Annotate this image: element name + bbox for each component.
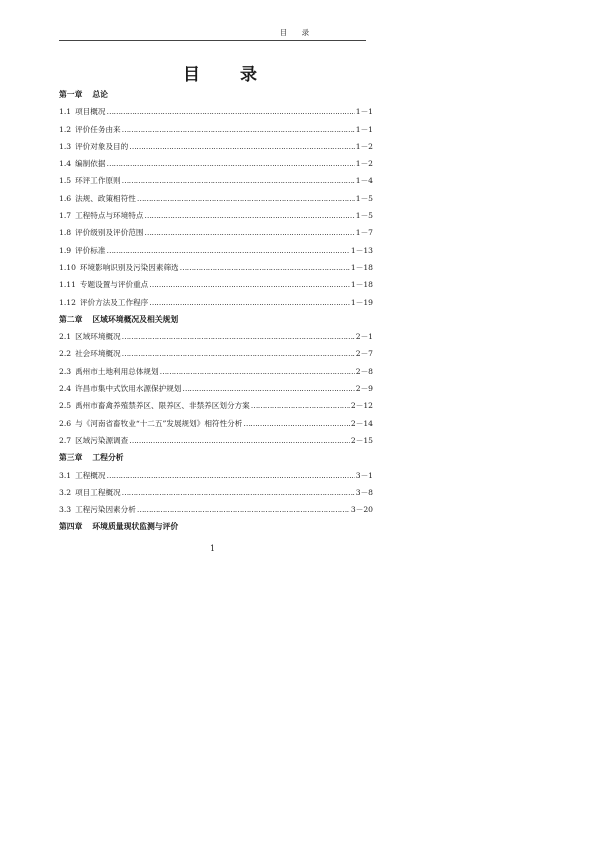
entry-number: 3.2 (59, 487, 72, 497)
entry-page: 1－18 (350, 280, 373, 290)
entry-title: 项目工程概况 (75, 487, 121, 497)
dot-leader (122, 345, 355, 362)
entry-page: 1－2 (355, 159, 373, 169)
dot-leader (160, 363, 355, 380)
dot-leader (106, 155, 354, 172)
entry-title: 工程特点与环境特点 (75, 211, 144, 221)
chapter-number: 第一章 (59, 90, 83, 99)
entry-title: 环境影响识别及污染因素筛选 (79, 262, 179, 272)
chapter-title: 区域环境概况及相关规划 (92, 314, 179, 324)
entry-title: 评价方法及工作程序 (79, 297, 149, 307)
chapter-title: 总论 (92, 90, 108, 99)
entry-page: 1－7 (355, 228, 373, 238)
entry-page: 1－5 (355, 211, 373, 221)
title-char-2: 录 (240, 65, 257, 85)
chapter-title: 工程分析 (92, 453, 124, 463)
entry-page: 2－7 (355, 349, 373, 359)
toc-entry (59, 207, 373, 224)
entry-page: 2－9 (355, 384, 373, 394)
entry-number: 1.10 (59, 262, 76, 272)
toc-entry (59, 432, 373, 449)
entry-number: 1.8 (59, 228, 72, 238)
entry-title: 评价任务由来 (75, 124, 121, 134)
entry-page: 1－4 (355, 176, 373, 186)
entry-page: 3－1 (355, 470, 373, 480)
dot-leader (122, 121, 355, 138)
toc-entry (59, 380, 373, 397)
toc-entry (59, 397, 373, 414)
entry-page: 3－8 (355, 487, 373, 497)
entry-title: 环评工作原则 (75, 176, 121, 186)
running-header: 目 录 (279, 28, 316, 37)
entry-page: 3－20 (350, 505, 373, 515)
toc-chapter (59, 86, 373, 103)
entry-number: 2.5 (59, 401, 72, 411)
header-rule (59, 40, 366, 41)
entry-title: 禹州市畜禽养殖禁养区、限养区、非禁养区划分方案 (75, 401, 250, 411)
entry-page: 1－13 (350, 245, 373, 255)
dot-leader (106, 467, 354, 484)
entry-number: 1.2 (59, 124, 72, 134)
toc-entry (59, 294, 373, 311)
page-title (0, 60, 440, 85)
entry-page: 2－14 (350, 418, 373, 428)
toc-entry (59, 103, 373, 120)
chapter-title: 环境质量现状监测与评价 (92, 522, 179, 532)
entry-page: 2－8 (355, 366, 373, 376)
toc-entry (59, 415, 373, 432)
toc-entry (59, 242, 373, 259)
entry-page: 2－15 (350, 435, 373, 445)
dot-leader (149, 276, 350, 293)
toc-chapter (59, 449, 373, 466)
toc-entry (59, 501, 373, 518)
toc-entry (59, 467, 373, 484)
toc-entry (59, 276, 373, 293)
chapter-number: 第二章 (59, 314, 83, 324)
entry-number: 1.12 (59, 297, 76, 307)
entry-title: 许昌市集中式饮用水源保护规划 (75, 384, 182, 394)
dot-leader (122, 328, 355, 345)
entry-number: 1.5 (59, 176, 72, 186)
entry-title: 专题设置与评价重点 (79, 280, 149, 290)
entry-number: 1.9 (59, 245, 72, 255)
dot-leader (144, 207, 354, 224)
entry-page: 1－1 (355, 124, 373, 134)
entry-title: 社会环境概况 (75, 349, 121, 359)
toc-entry (59, 484, 373, 501)
entry-number: 1.6 (59, 193, 72, 203)
table-of-contents (59, 86, 373, 536)
dot-leader (243, 415, 350, 432)
dot-leader (137, 190, 355, 207)
dot-leader (122, 484, 355, 501)
entry-title: 区域环境概况 (75, 332, 121, 342)
toc-entry (59, 328, 373, 345)
entry-title: 法规、政策相符性 (75, 193, 136, 203)
dot-leader (149, 294, 350, 311)
toc-entry (59, 138, 373, 155)
toc-entry (59, 363, 373, 380)
entry-title: 区域污染源调查 (75, 435, 129, 445)
title-char-1: 目 (183, 65, 200, 85)
entry-number: 3.3 (59, 505, 72, 515)
dot-leader (122, 172, 355, 189)
entry-page: 1－19 (350, 297, 373, 307)
entry-page: 1－2 (355, 141, 373, 151)
toc-entry (59, 190, 373, 207)
entry-number: 2.6 (59, 418, 72, 428)
entry-title: 禹州市土地利用总体规划 (75, 366, 159, 376)
entry-page: 2－1 (355, 332, 373, 342)
entry-number: 1.3 (59, 141, 72, 151)
entry-page: 1－5 (355, 193, 373, 203)
entry-title: 评价对象及目的 (75, 141, 129, 151)
dot-leader (251, 397, 350, 414)
dot-leader (129, 138, 355, 155)
toc-entry (59, 259, 373, 276)
chapter-number: 第三章 (59, 453, 83, 463)
chapter-number: 第四章 (59, 522, 83, 532)
entry-title: 工程污染因素分析 (75, 505, 136, 515)
dot-leader (182, 380, 354, 397)
entry-number: 2.4 (59, 384, 72, 394)
entry-title: 编制依据 (75, 159, 106, 169)
entry-number: 1.4 (59, 159, 72, 169)
entry-title: 项目概况 (75, 107, 106, 117)
dot-leader (180, 259, 350, 276)
toc-chapter (59, 518, 373, 535)
entry-page: 2－12 (350, 401, 373, 411)
entry-number: 2.1 (59, 332, 72, 342)
entry-page: 1－1 (355, 107, 373, 117)
entry-number: 1.1 (59, 107, 72, 117)
dot-leader (106, 242, 349, 259)
toc-entry (59, 224, 373, 241)
entry-number: 2.3 (59, 366, 72, 376)
entry-title: 与《河南省畜牧业“十二五”发展规划》相符性分析 (75, 418, 243, 428)
entry-page: 1－18 (350, 262, 373, 272)
dot-leader (137, 501, 350, 518)
dot-leader (106, 103, 354, 120)
toc-chapter (59, 311, 373, 328)
dot-leader (129, 432, 350, 449)
entry-title: 工程概况 (75, 470, 106, 480)
toc-entry (59, 155, 373, 172)
entry-title: 评价标准 (75, 245, 106, 255)
entry-number: 2.7 (59, 435, 72, 445)
page-number: 1 (209, 544, 216, 553)
entry-number: 3.1 (59, 470, 72, 480)
entry-number: 1.11 (59, 280, 76, 290)
entry-number: 2.2 (59, 349, 72, 359)
entry-title: 评价级别及评价范围 (75, 228, 144, 238)
toc-entry (59, 345, 373, 362)
entry-number: 1.7 (59, 211, 72, 221)
dot-leader (144, 224, 354, 241)
toc-entry (59, 121, 373, 138)
toc-entry (59, 172, 373, 189)
